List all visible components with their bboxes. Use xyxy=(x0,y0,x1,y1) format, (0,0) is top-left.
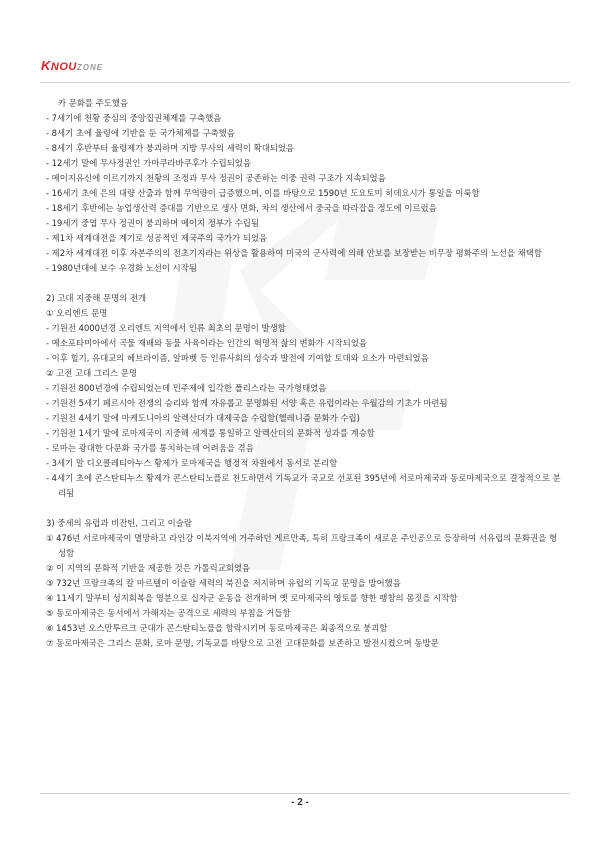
text-line: - 1980년대에 보수 우경화 노선이 시작됨 xyxy=(46,263,197,273)
section3-lines xyxy=(46,531,562,651)
section-heading: 2) 고대 지중해 문명의 전개 xyxy=(46,293,147,303)
text-line: - 기원전 5세기 페르시아 전쟁의 승리와 함께 자유롭고 문명화된 서양 혹은 유럽이라는 우월감의 기초가 마련됨 xyxy=(46,398,448,408)
text-line: - 기원전 800년경에 수립되었는데 민주제에 입각한 폴리스라는 국가형태였음 xyxy=(46,383,327,393)
section-heading: 3) 중세의 유럽과 비잔틴, 그리고 이슬람 xyxy=(46,518,192,528)
text-line: ⑤ 동로마제국은 동서에서 가해지는 공격으로 세력의 부침을 거듭함 xyxy=(46,608,291,618)
document-body xyxy=(46,96,562,651)
text-line: ① 오리엔트 문명 xyxy=(46,308,108,318)
text-line: ⑦ 동로마제국은 그리스 문화, 로마 문명, 기독교를 바탕으로 고전 고대문화를 보존하고 발전시켰으며 동방문 xyxy=(46,638,439,648)
text-line: - 기원전 1세기 말에 로마제국이 지중해 세계를 통일하고 알렉산더의 문화적 성과를 계승함 xyxy=(46,428,375,438)
text-line: - 이후 힐기, 유대교의 헤브라이즘, 알파벳 등 인류사회의 성숙과 발전에 기여할 토대와 요소가 마련되었음 xyxy=(46,353,429,363)
text-line: - 기원전 4000년경 오리엔트 지역에서 인류 최초의 문명이 발생함 xyxy=(46,323,286,333)
text-line: - 12세기 말에 무사정권인 가마쿠라바쿠후가 수립되었음 xyxy=(46,158,251,168)
text-line: - 19세기 중엽 무사 정권이 붕괴하며 메이지 정부가 수립됨 xyxy=(46,218,259,228)
text-line: - 로마는 광대한 다문화 국가를 통치하는데 어려움을 겪음 xyxy=(46,443,254,453)
text-line: - 메소포타미아에서 곡물 재배와 동물 사육이라는 인간의 혁명적 삶의 변화가 시작되었음 xyxy=(46,338,367,348)
text-line: - 7세기에 천황 중심의 중앙집권체제를 구축했음 xyxy=(46,113,222,123)
text-line: ⑥ 1453년 오스만투르크 군대가 콘스탄티노플을 함락시키며 동로마제국은 최종적으로 붕괴함 xyxy=(46,623,388,633)
text-line: - 제2차 세계대전 이후 자본주의의 전초기지라는 위상을 활용하여 미국의 군사력에 의해 안보를 보장받는 비무장 평화주의 노선을 채택함 xyxy=(46,248,542,258)
text-line: ② 이 지역의 문화적 기반을 제공한 것은 가톨릭교회였음 xyxy=(46,563,251,573)
knouzone-logo: KNOUZONE xyxy=(41,58,104,73)
page-number: - 2 - xyxy=(291,797,309,808)
text-line: - 4세기 초에 콘스탄티누스 황제가 콘스탄티노플로 천도하면서 기독교가 국교로 선포된 395년에 서로마제국과 동로마제국으로 결정적으로 분리됨 xyxy=(46,473,561,498)
text-line: ④ 11세기 말부터 성지회복을 명분으로 십자군 운동을 전개하며 옛 로마제국의 영토를 향한 팽창의 몸짓을 시작함 xyxy=(46,593,458,603)
text-line: - 8세기 초에 율령에 기반을 둔 국가체제를 구축했음 xyxy=(46,128,235,138)
text-line: - 8세기 후반부터 율령제가 붕괴하며 지방 무사의 세력이 확대되었음 xyxy=(46,143,295,153)
text-line: 카 문화를 주도했음 xyxy=(58,98,129,108)
text-line: - 메이지유신에 이르기까지 천황의 조정과 무사 정권이 공존하는 이중 권력 구조가 지속되었음 xyxy=(46,173,386,183)
text-line: - 3세기 말 디오클레티아누스 황제가 로마제국을 행정적 차원에서 동서로 분리함 xyxy=(46,458,338,468)
section2-lines xyxy=(46,306,562,501)
text-line: - 기원전 4세기 말에 마케도니아의 알렉산더가 대제국을 수립함(헬레니즘 문화가 수립) xyxy=(46,413,360,423)
text-line: ② 고전 고대 그리스 문명 xyxy=(46,368,137,378)
text-line: - 제1차 세계대전을 계기로 성공적인 제국주의 국가가 되었음 xyxy=(46,233,268,243)
text-line: - 18세기 후반에는 농업생산력 증대를 기반으로 생사 면화, 차의 생산에서 중국을 따라잡을 정도에 이르렀음 xyxy=(46,203,437,213)
part1-lines xyxy=(46,96,562,276)
text-line: ① 476년 서로마제국이 멸망하고 라인강 이북지역에 거주하던 게르만족, 특히 프랑크족이 새로운 주인공으로 등장하여 서유럽의 문화권을 형성함 xyxy=(46,533,558,558)
text-line: ③ 732년 프랑크족의 칼 마르텔이 이슬람 세력의 북진을 저지하며 유럽의 기독교 문명을 방어했음 xyxy=(46,578,401,588)
text-line: - 16세기 초에 은의 대량 산출과 함께 무역량이 급증했으며, 이를 바탕으로 1590년 도요토미 히데요시가 통일을 이룩함 xyxy=(46,188,480,198)
